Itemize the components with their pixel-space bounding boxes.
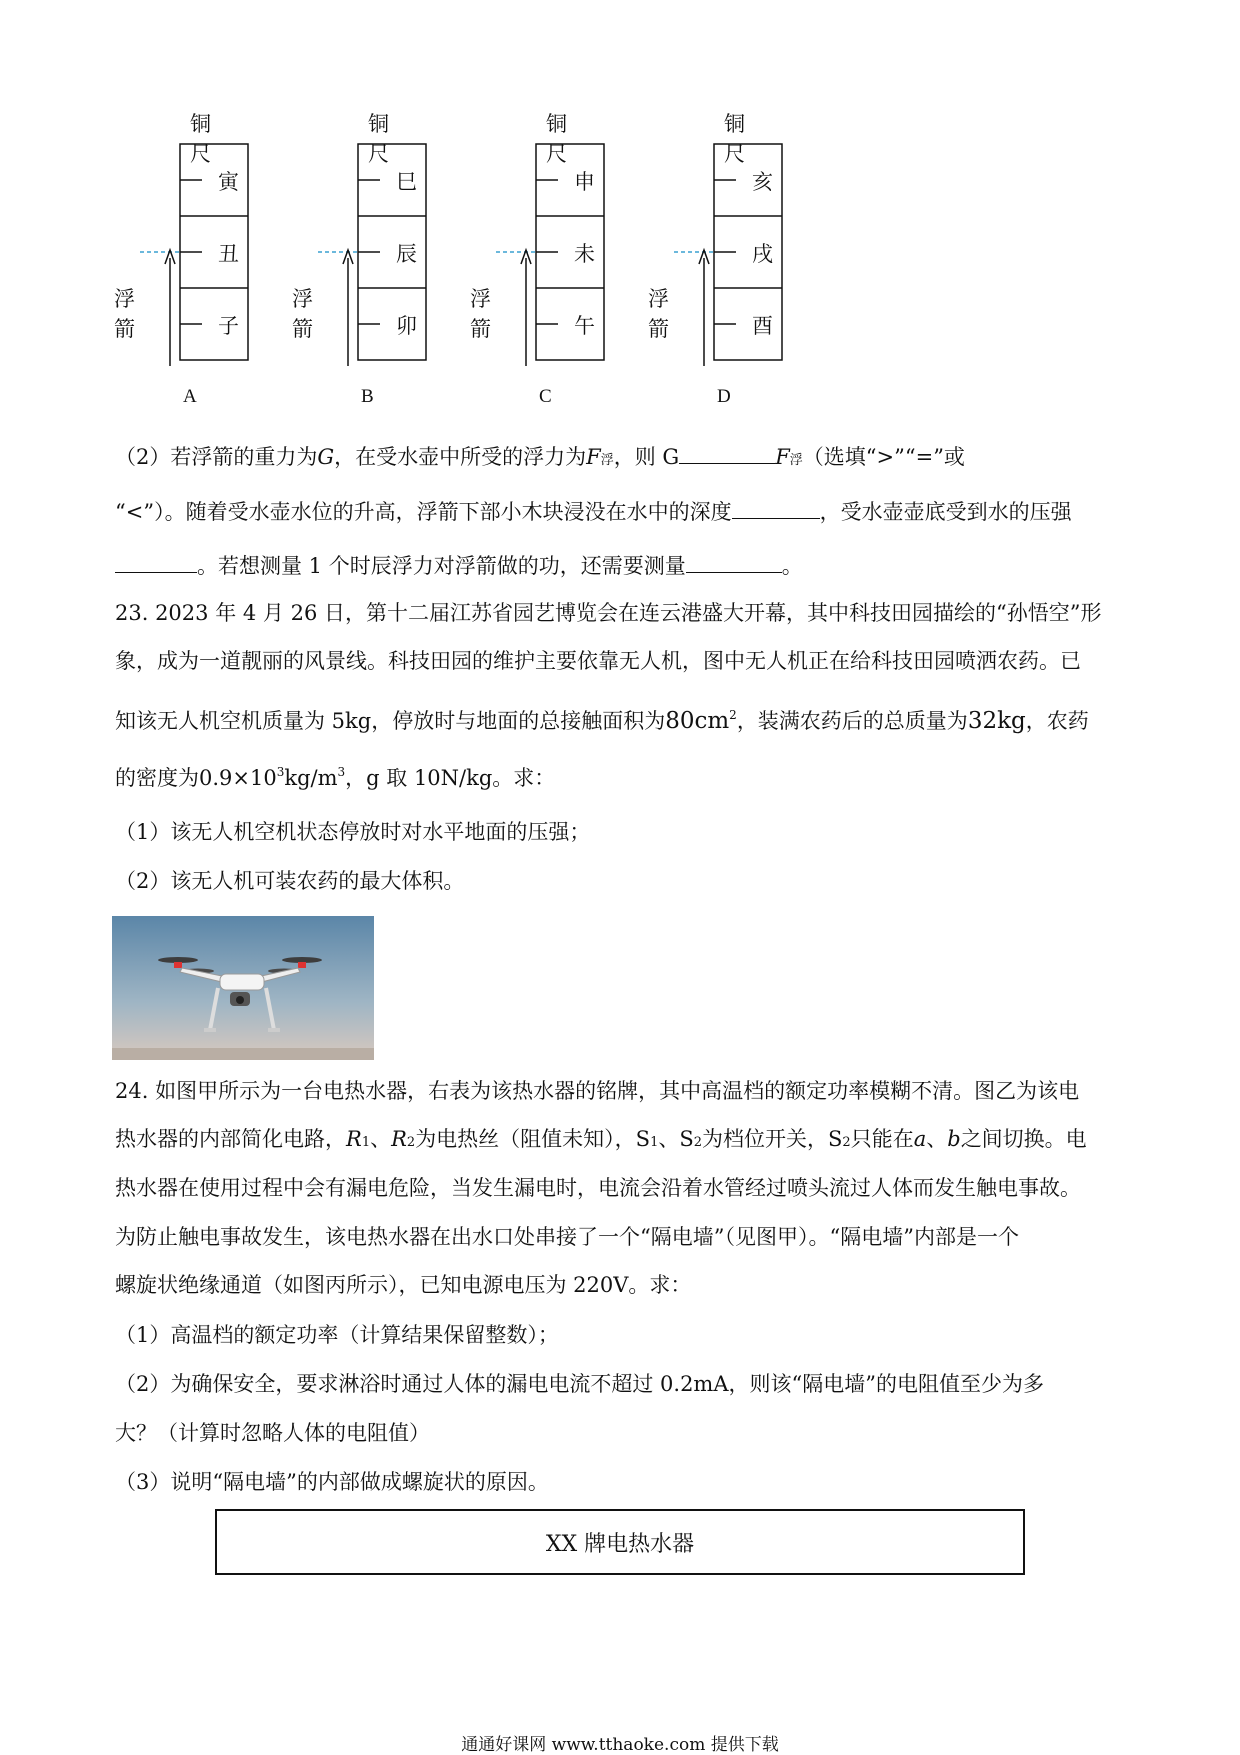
symbol-sub: 浮 [600, 453, 614, 468]
q23-line1: 23. 2023 年 4 月 26 日，第十二届江苏省园艺博览会在连云港盛大开幕，其中科技田园描绘的“孙悟空”形 [115, 601, 1102, 625]
option-letter: A [183, 386, 197, 407]
q22-text: （选填“>”“=”或 [802, 445, 965, 469]
symbol-sub: 1 [361, 1135, 371, 1150]
q23-text: 的密度为 [115, 766, 199, 790]
ruler-cell-label: 午 [574, 314, 595, 338]
q24-text: 热水器的内部简化电路， [115, 1127, 346, 1151]
page-footer: 通通好课网 www.tthaoke.com 提供下载 [461, 1735, 779, 1755]
q23-line3 [115, 700, 1089, 736]
q23-text: ，农药 [1025, 709, 1089, 733]
symbol-sub: 浮 [789, 453, 803, 468]
q24-line3: 热水器在使用过程中会有漏电危险，当发生漏电时，电流会沿着水管经过喷头流过人体而发生触电事故。 [115, 1176, 1081, 1200]
symbol-G: G [317, 445, 335, 469]
symbol-a: a [913, 1127, 927, 1151]
q22-text: （2）若浮箭的重力为 [115, 445, 318, 469]
ruler-title: 铜尺 [724, 112, 745, 166]
q24-text: 、 [370, 1127, 392, 1151]
density-value: 0.9×10 [199, 766, 277, 790]
ruler-cell-label: 卯 [396, 314, 417, 338]
answer-blank[interactable] [732, 496, 820, 519]
ruler-cell-label: 巳 [396, 170, 417, 194]
ruler-cell-label: 申 [574, 170, 595, 194]
q24-sub2-line1: （2）为确保安全，要求淋浴时通过人体的漏电电流不超过 0.2mA，则该“隔电墙”的电阻值至少为多 [115, 1372, 1044, 1396]
option-letter: B [361, 386, 374, 407]
q24-text: 之间切换。电 [960, 1127, 1087, 1151]
float-arrow-label: 浮箭 [292, 287, 313, 341]
q22-text: ，则 G [613, 445, 680, 469]
q24-text: 只能在 [850, 1127, 914, 1151]
q24-sub2-line2: 大？（计算时忽略人体的电阻值） [115, 1421, 430, 1445]
symbol-R2: R [391, 1127, 407, 1151]
ruler-title: 铜尺 [190, 112, 211, 166]
q22-text: ，受水壶壶底受到水的压强 [819, 500, 1072, 524]
exponent: 3 [337, 765, 346, 779]
ruler-title: 铜尺 [546, 112, 567, 166]
symbol-F: F [775, 445, 790, 469]
q22-part2-line3 [115, 550, 803, 581]
q24-text: 为电热丝（阻值未知），S [415, 1127, 651, 1151]
ruler-cell-label: 酉 [752, 314, 773, 338]
exponent: 3 [276, 765, 285, 779]
float-arrow-label: 浮箭 [114, 287, 135, 341]
answer-blank[interactable] [686, 550, 782, 573]
q24-text: 、S [658, 1127, 694, 1151]
q24-sub1: （1）高温档的额定功率（计算结果保留整数）； [115, 1323, 559, 1347]
ruler-cell-label: 辰 [396, 242, 417, 266]
area-value: 80cm [665, 708, 730, 734]
symbol-R1: R [346, 1127, 362, 1151]
symbol-sub: 2 [693, 1135, 703, 1150]
symbol-sub: 2 [406, 1135, 416, 1150]
q24-text: 、 [926, 1127, 948, 1151]
q22-part2-line2 [115, 496, 1072, 527]
ruler-cell-label: 亥 [752, 170, 773, 194]
nameplate-title: XX 牌电热水器 [545, 1531, 695, 1557]
exponent: 2 [729, 708, 737, 722]
ruler-cell-label: 戌 [752, 242, 773, 266]
q24-line1: 24. 如图甲所示为一台电热水器，右表为该热水器的铭牌，其中高温档的额定功率模糊不清。图乙为该电 [115, 1079, 1080, 1103]
ruler-cell-label: 寅 [218, 170, 239, 194]
q23-text: ，g 取 10N/kg。求： [345, 766, 556, 790]
nameplate-table [215, 1509, 1025, 1575]
symbol-sub: 2 [842, 1135, 851, 1150]
option-letter: C [539, 386, 552, 407]
density-unit: kg/m [284, 766, 338, 790]
option-letter: D [717, 386, 731, 407]
symbol-F: F [586, 445, 601, 469]
q23-sub1: （1）该无人机空机状态停放时对水平地面的压强； [115, 820, 591, 844]
answer-blank[interactable] [115, 550, 197, 573]
symbol-b: b [947, 1127, 961, 1151]
q22-part2-line1 [115, 441, 965, 476]
q22-text: 。若想测量 1 个时辰浮力对浮箭做的功，还需要测量 [197, 554, 686, 578]
drone-photo [112, 916, 374, 1060]
q22-text: “<”）。随着受水壶水位的升高，浮箭下部小木块浸没在水中的深度 [115, 500, 732, 524]
mass-value: 32kg [967, 708, 1026, 734]
q23-text: 知该无人机空机质量为 5kg，停放时与地面的总接触面积为 [115, 709, 666, 733]
float-arrow-label: 浮箭 [470, 287, 491, 341]
q22-text: ，在受水壶中所受的浮力为 [334, 445, 587, 469]
q24-line5: 螺旋状绝缘通道（如图丙所示），已知电源电压为 220V。求： [115, 1273, 692, 1297]
q24-line2 [115, 1124, 1087, 1158]
q23-sub2: （2）该无人机可装农药的最大体积。 [115, 869, 465, 893]
q24-sub3: （3）说明“隔电墙”的内部做成螺旋状的原因。 [115, 1470, 549, 1494]
symbol-sub: 1 [650, 1135, 659, 1150]
q23-line2: 象，成为一道靓丽的风景线。科技田园的维护主要依靠无人机，图中无人机正在给科技田园喷洒农药。已 [115, 649, 1081, 673]
q23-text: ，装满农药后的总质量为 [736, 709, 968, 733]
ruler-cell-label: 未 [574, 242, 595, 266]
q24-line4: 为防止触电事故发生，该电热水器在出水口处串接了一个“隔电墙”（见图甲）。“隔电墙”内部是一个 [115, 1225, 1019, 1249]
answer-blank[interactable] [679, 441, 775, 464]
float-arrow-label: 浮箭 [648, 287, 669, 341]
ruler-cell-label: 丑 [218, 242, 239, 266]
q22-text: 。 [781, 554, 803, 578]
q24-text: 为档位开关，S [702, 1127, 843, 1151]
ruler-cell-label: 子 [218, 314, 239, 338]
ruler-title: 铜尺 [368, 112, 389, 166]
q23-line4 [115, 757, 555, 793]
